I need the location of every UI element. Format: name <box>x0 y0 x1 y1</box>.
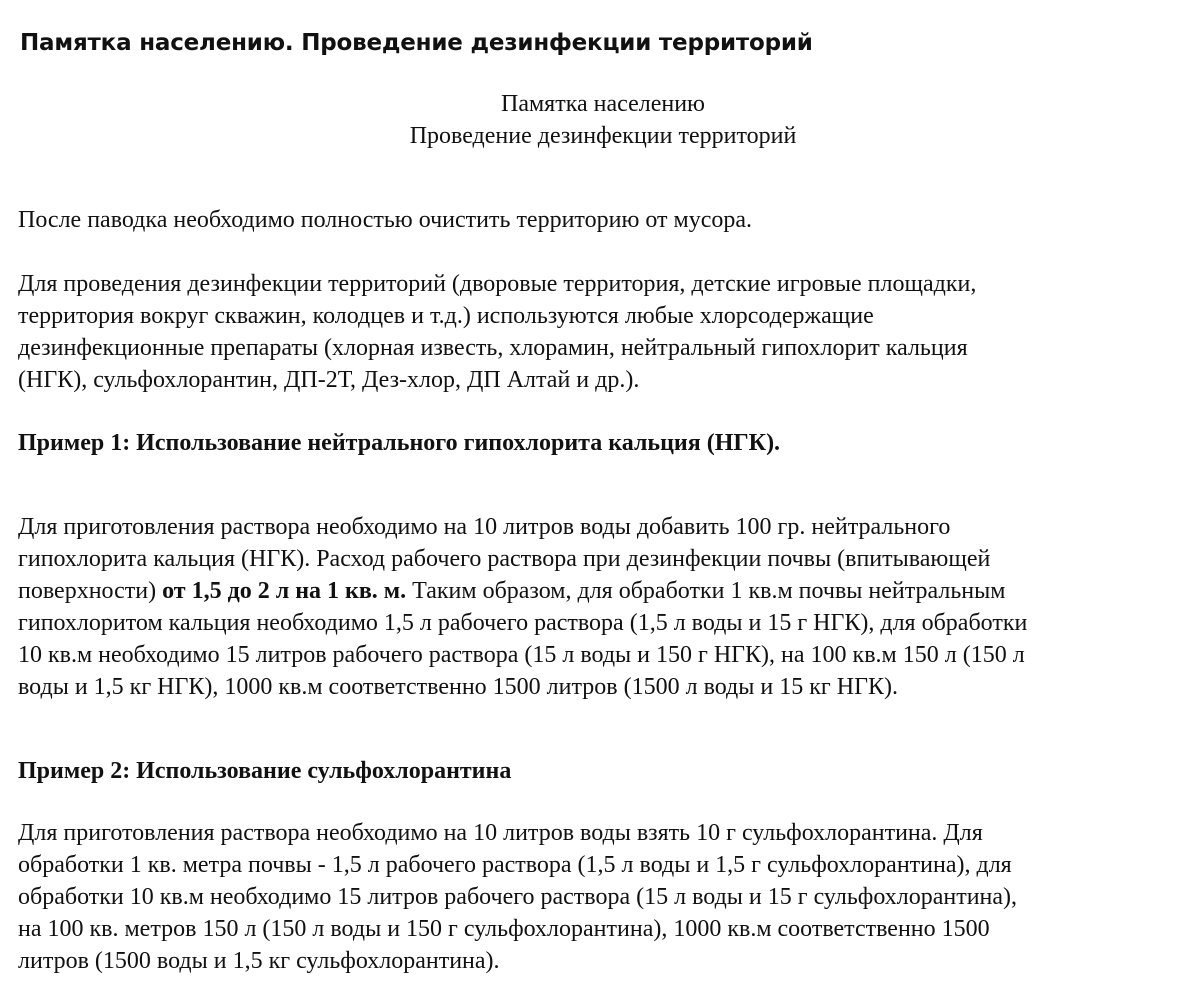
paragraph-line: обработки 1 кв. метра почвы - 1,5 л рабочего раствора (1,5 л воды и 1,5 г сульфохлорантина), для <box>18 852 1012 878</box>
dosage-highlight: от 1,5 до 2 л на 1 кв. м. <box>162 578 407 604</box>
paragraph-line: дезинфекционные препараты (хлорная известь, хлорамин, нейтральный гипохлорит кальция <box>18 335 968 361</box>
paragraph-line: 10 кв.м необходимо 15 литров рабочего раствора (15 л воды и 150 г НГК), на 100 кв.м 150 л (150 л <box>18 642 1025 668</box>
paragraph-line: на 100 кв. метров 150 л (150 л воды и 150 г сульфохлорантина), 1000 кв.м соответственно 1500 <box>18 916 990 942</box>
intro-paragraph: После паводка необходимо полностью очистить территорию от мусора. <box>18 207 753 233</box>
paragraph-line: Для проведения дезинфекции территорий (дворовые территория, детские игровые площадки, <box>18 271 977 297</box>
paragraph-line: обработки 10 кв.м необходимо 15 литров рабочего раствора (15 л воды и 15 г сульфохлорантина), <box>18 884 1018 910</box>
paragraph-line: воды и 1,5 кг НГК), 1000 кв.м соответственно 1500 литров (1500 л воды и 15 кг НГК). <box>18 674 898 700</box>
paragraph-line: Для приготовления раствора необходимо на 10 литров воды добавить 100 гр. нейтрального <box>18 514 951 540</box>
paragraph-line: гипохлоритом кальция необходимо 1,5 л рабочего раствора (1,5 л воды и 15 г НГК), для обработки <box>18 610 1028 636</box>
example-2-heading: Пример 2: Использование сульфохлорантина <box>18 758 512 784</box>
paragraph-line: Для приготовления раствора необходимо на 10 литров воды взять 10 г сульфохлорантина. Для <box>18 820 983 846</box>
doc-title-line-2: Проведение дезинфекции территорий <box>409 123 797 149</box>
paragraph-line: гипохлорита кальция (НГК). Расход рабочего раствора при дезинфекции почвы (впитывающей <box>18 546 991 572</box>
paragraph-line: литров (1500 воды и 1,5 кг сульфохлорантина). <box>18 948 500 974</box>
paragraph-line: поверхности) от 1,5 до 2 л на 1 кв. м. Таким образом, для обработки 1 кв.м почвы нейтральным <box>18 578 1006 604</box>
doc-title-line-1: Памятка населению <box>501 91 705 117</box>
page-heading: Памятка населению. Проведение дезинфекции территорий <box>20 30 813 56</box>
paragraph-line: территория вокруг скважин, колодцев и т.д.) используются любые хлорсодержащие <box>18 303 874 329</box>
example-1-heading: Пример 1: Использование нейтрального гипохлорита кальция (НГК). <box>18 430 781 456</box>
paragraph-line: (НГК), сульфохлорантин, ДП-2Т, Дез-хлор, ДП Алтай и др.). <box>18 367 640 393</box>
